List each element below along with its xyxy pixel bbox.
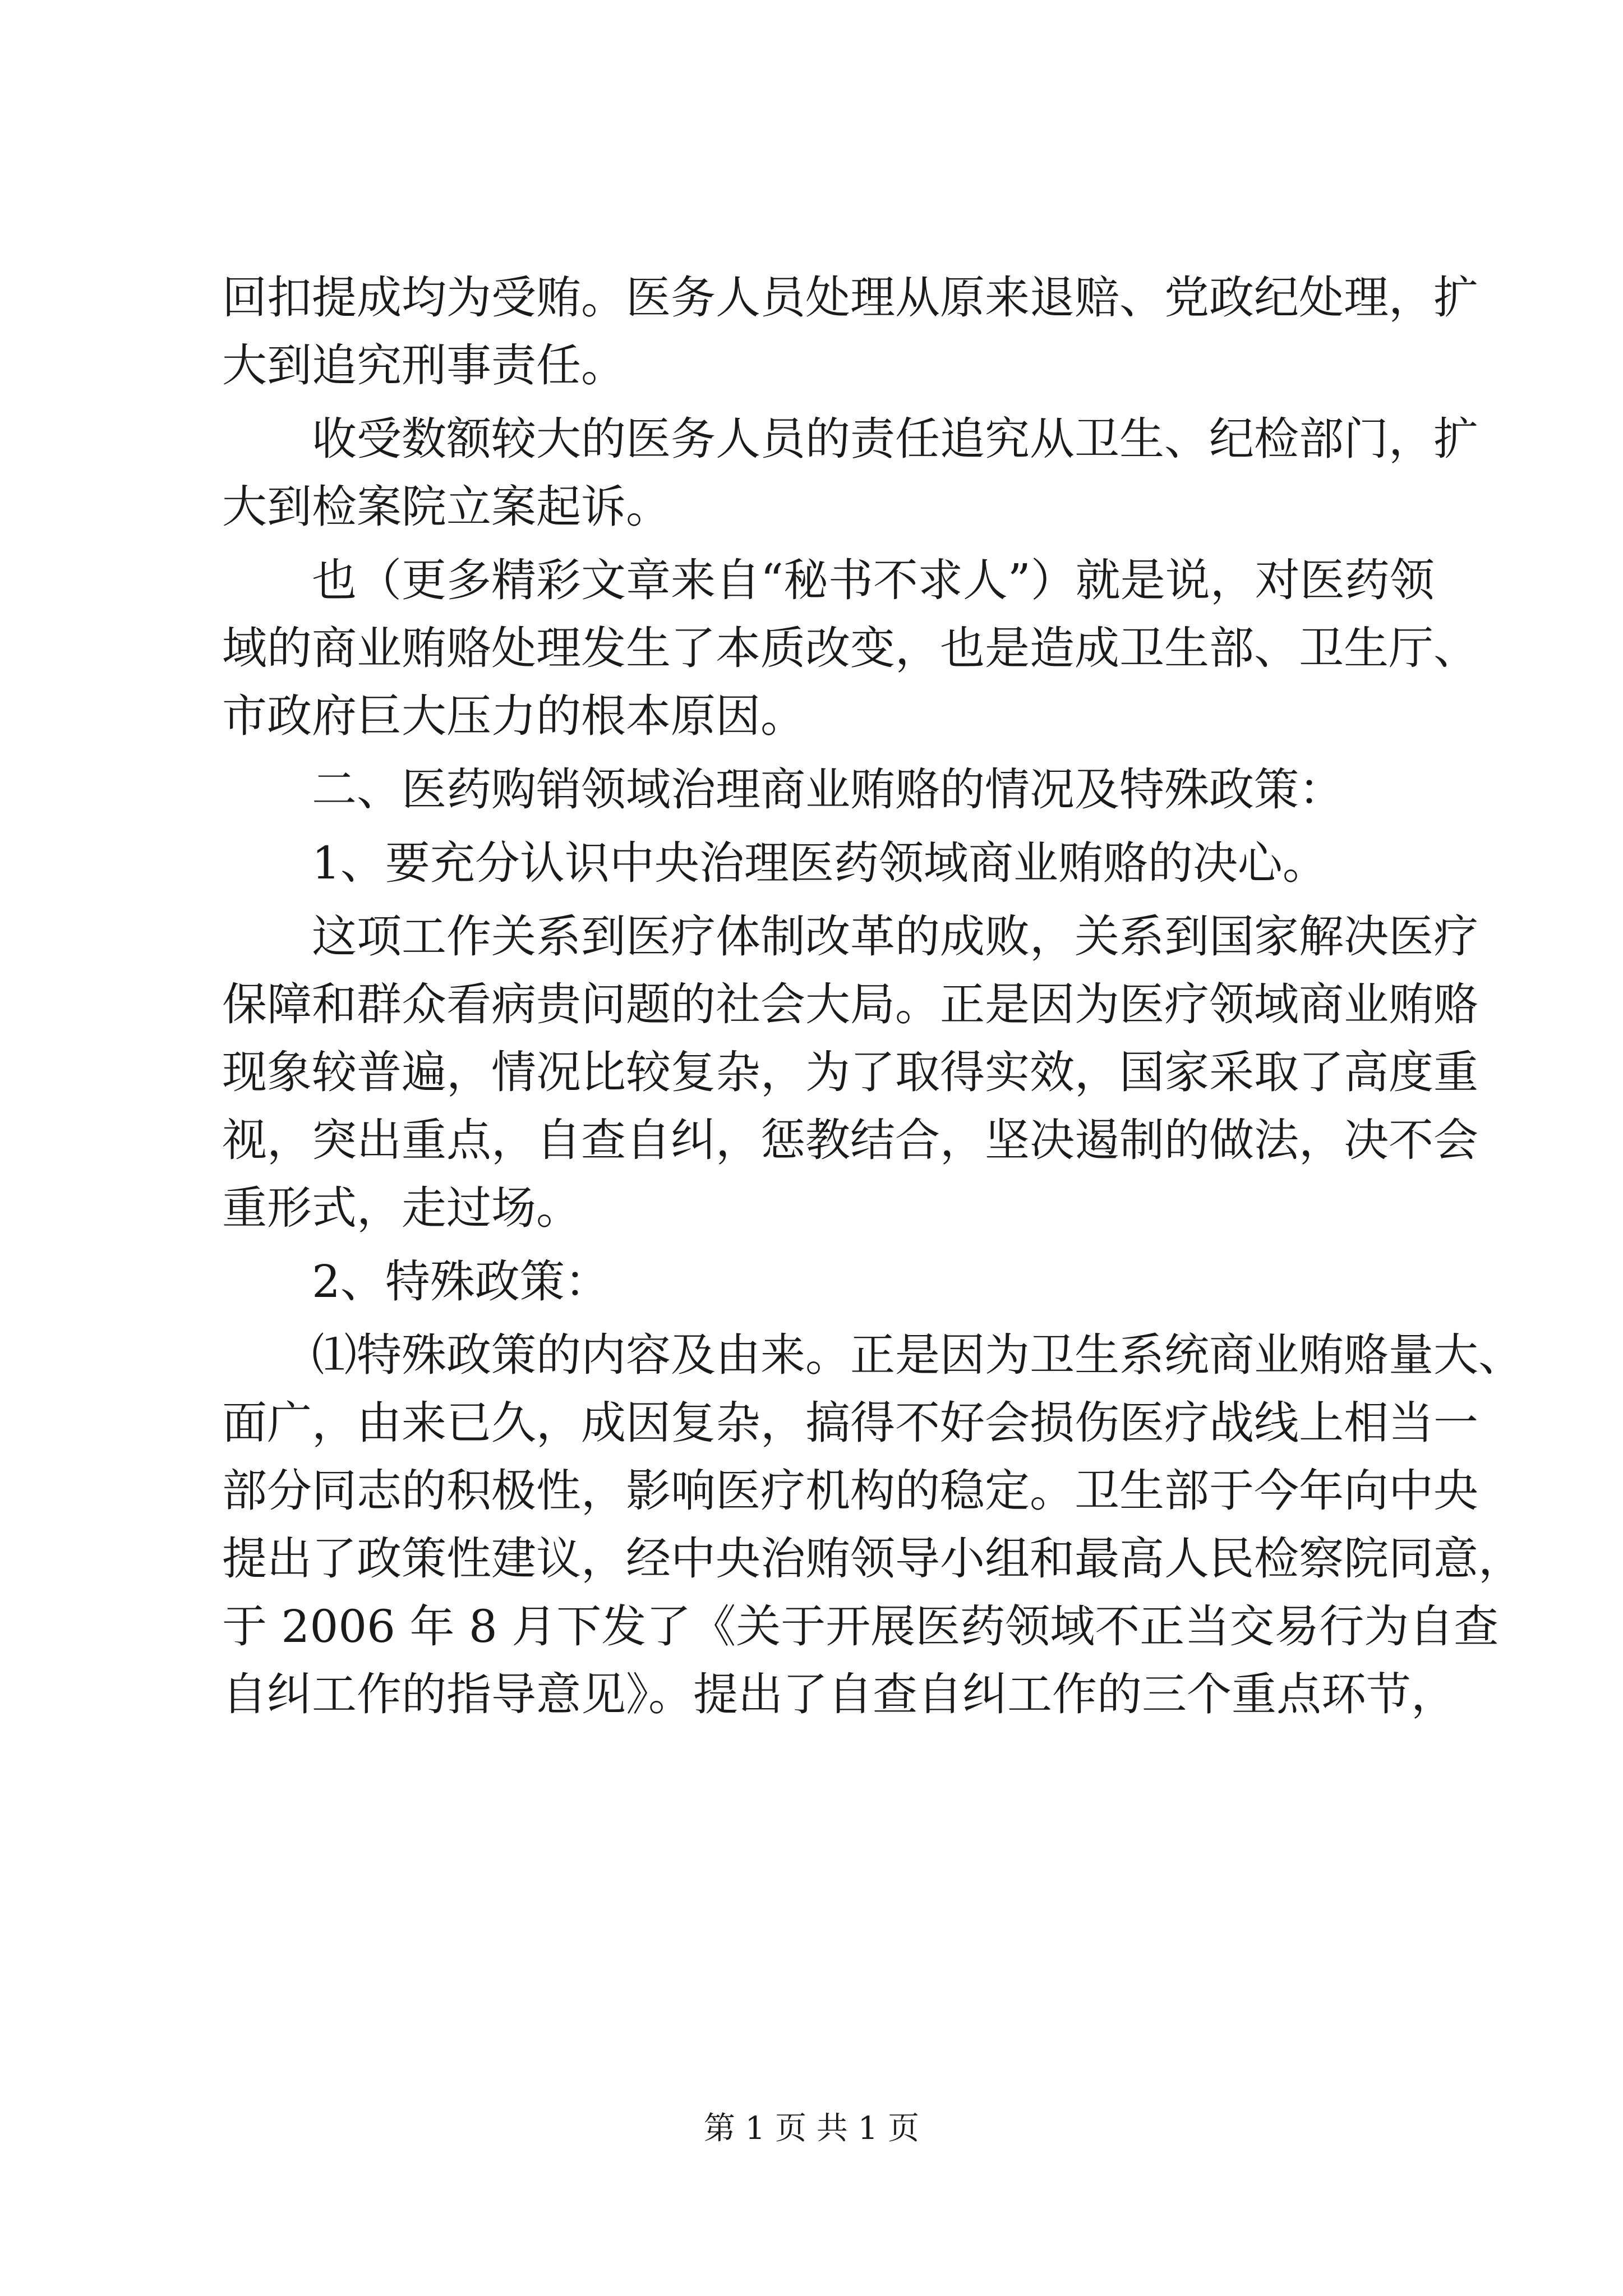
text-line: 2、特殊政策： bbox=[222, 1255, 610, 1308]
text-line: 现象较普遍，情况比较复杂，为了取得实效，国家采取了高度重 bbox=[222, 1046, 1478, 1098]
page-footer: 第 1 页 共 1 页 bbox=[703, 2110, 920, 2147]
text-line: ⑴特殊政策的内容及由来。正是因为卫生系统商业贿赂量大、 bbox=[222, 1329, 1523, 1381]
document-body bbox=[222, 264, 1523, 1728]
text-line: 于 2006 年 8 月下发了《关于开展医药领域不正当交易行为自查 bbox=[222, 1600, 1499, 1653]
text-line: 这项工作关系到医疗体制改革的成败，关系到国家解决医疗 bbox=[222, 910, 1478, 963]
text-line: 回扣提成均为受贿。医务人员处理从原来退赔、党政纪处理，扩 bbox=[222, 272, 1478, 324]
paragraph-gap bbox=[222, 399, 1400, 405]
text-line: 提出了政策性建议，经中央治贿领导小组和最高人民检察院同意， bbox=[222, 1533, 1523, 1585]
paragraph-gap bbox=[222, 750, 1400, 756]
text-line: 保障和群众看病贵问题的社会大局。正是因为医疗领域商业贿赂 bbox=[222, 978, 1478, 1030]
text-line: 二、医药购销领域治理商业贿赂的情况及特殊政策： bbox=[222, 763, 1344, 816]
text-line: 市政府巨大压力的根本原因。 bbox=[222, 690, 805, 742]
text-line: 域的商业贿赂处理发生了本质改变，也是造成卫生部、卫生厅、 bbox=[222, 622, 1478, 674]
paragraph-gap bbox=[222, 897, 1400, 903]
text-line: 视，突出重点，自查自纠，惩教结合，坚决遏制的做法，决不会 bbox=[222, 1114, 1478, 1166]
paragraph-gap bbox=[222, 823, 1400, 829]
text-line: 大到检案院立案起诉。 bbox=[222, 481, 671, 533]
paragraph-gap bbox=[222, 1242, 1400, 1248]
text-line: 部分同志的积极性，影响医疗机构的稳定。卫生部于今年向中央 bbox=[222, 1465, 1478, 1517]
text-line: 重形式，走过场。 bbox=[222, 1182, 581, 1234]
text-line: 大到追究刑事责任。 bbox=[222, 339, 626, 392]
text-line: 自纠工作的指导意见》。提出了自查自纠工作的三个重点环节， bbox=[222, 1668, 1456, 1720]
text-line: 面广，由来已久，成因复杂，搞得不好会损伤医疗战线上相当一 bbox=[222, 1397, 1478, 1449]
text-line: 收受数额较大的医务人员的责任追究从卫生、纪检部门，扩 bbox=[222, 413, 1478, 465]
paragraph-gap bbox=[222, 1315, 1400, 1321]
paragraph-gap bbox=[222, 541, 1400, 546]
text-line: 也（更多精彩文章来自“秘书不求人”）就是说，对医药领 bbox=[222, 554, 1435, 606]
text-line: 1、要充分认识中央治理医药领域商业贿赂的决心。 bbox=[222, 837, 1327, 889]
